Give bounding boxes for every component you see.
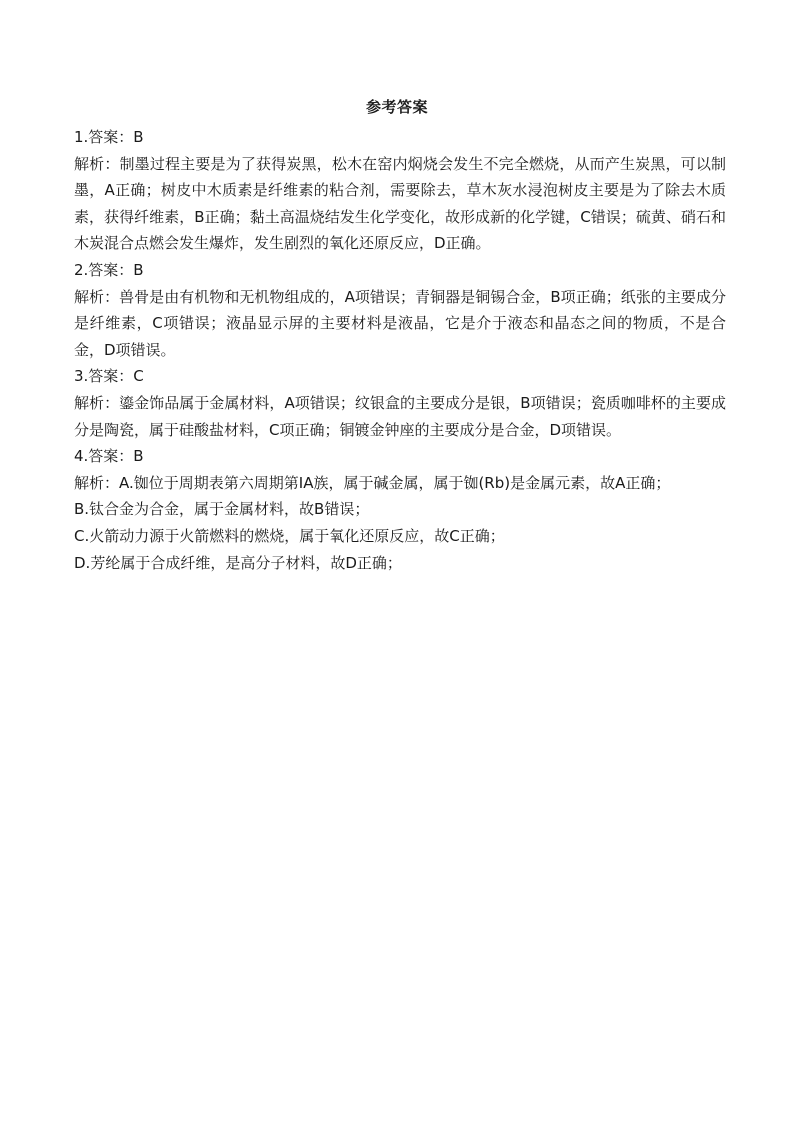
- answer-explanation: 解析：鎏金饰品属于金属材料，A项错误；纹银盒的主要成分是银，B项错误；瓷质咖啡杯的主要成分是陶瓷，属于硅酸盐材料，C项正确；铜镀金钟座的主要成分是合金，D项错误。: [74, 393, 726, 439]
- answer-extra-line: D.芳纶属于合成纤维，是高分子材料，故D正确；: [74, 553, 402, 572]
- answer-item-4: [74, 443, 726, 576]
- answer-item-3: [74, 363, 726, 443]
- answer-label: 1.答案：B: [74, 128, 144, 146]
- answer-label: 4.答案：B: [74, 447, 144, 466]
- answer-explanation: 解析：A.铷位于周期表第六周期第ⅠA族，属于碱金属，属于铷(Rb)是金属元素，故A正确；: [74, 473, 671, 492]
- page-title: 参考答案: [365, 98, 428, 116]
- answer-item-2: [74, 257, 726, 363]
- answer-label: 2.答案：B: [74, 260, 144, 279]
- answer-label: 3.答案：C: [74, 367, 144, 386]
- answer-list: [74, 124, 726, 576]
- answer-extra-line: C.火箭动力源于火箭燃料的燃烧，属于氧化还原反应，故C正确；: [74, 526, 505, 545]
- answer-explanation: 解析：制墨过程主要是为了获得炭黑，松木在窑内焖烧会发生不完全燃烧，从而产生炭黑，可以制墨，A正确；树皮中木质素是纤维素的粘合剂，需要除去，草木灰水浸泡树皮主要是为了除去木质素，获得纤维素，B正确；黏土高温烧结发生化学变化，故形成新的化学键，C错误；硫黄、硝石和木炭混合点燃会发生爆炸，发生剧烈的氧化还原反应，D正确。: [74, 154, 726, 253]
- answer-item-1: [74, 124, 726, 257]
- answer-explanation: 解析：兽骨是由有机物和无机物组成的，A项错误；青铜器是铜锡合金，B项正确；纸张的主要成分是纤维素，C项错误；液晶显示屏的主要材料是液晶，它是介于液态和晶态之间的物质，不是合金，D项错误。: [74, 287, 726, 359]
- answer-extra-line: B.钛合金为合金，属于金属材料，故B错误；: [74, 500, 370, 519]
